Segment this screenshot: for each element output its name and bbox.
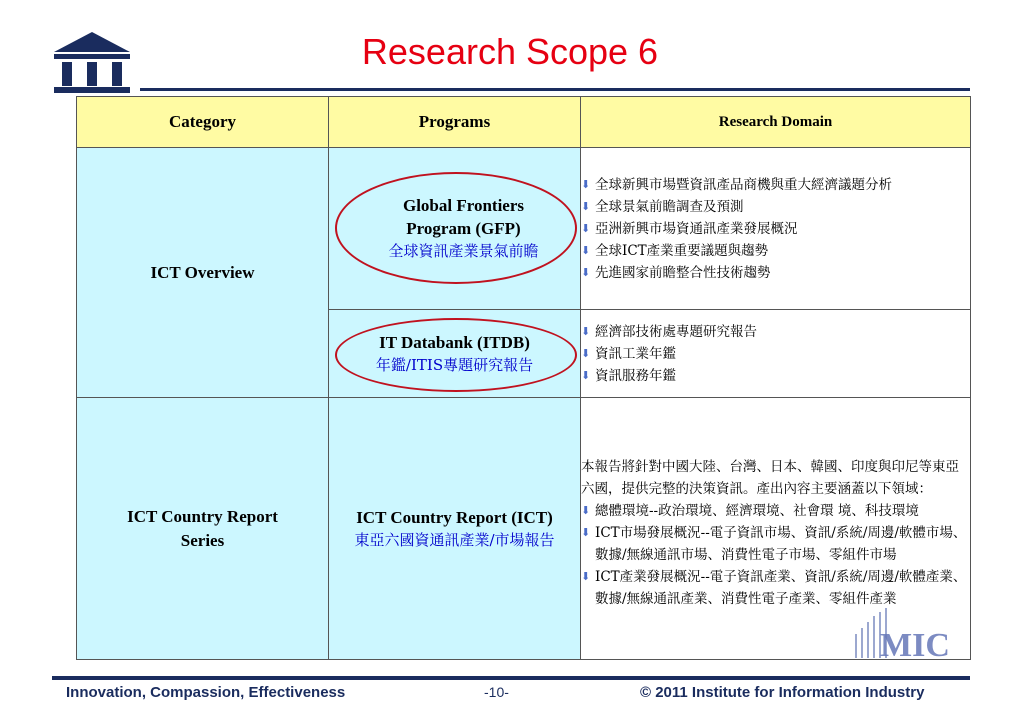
list-item: ⬇ 資訊工業年鑑 (581, 343, 970, 365)
domain-list (581, 321, 970, 387)
list-item: ⬇ ICT市場發展概況--電子資訊市場、資訊/系統/周邊/軟體市場、數據/無線通訊市場、消費性電子市場、零組件市場 (581, 522, 970, 566)
program-name-zh: 東亞六國資通訊產業/市場報告 (354, 530, 555, 549)
footer-tagline: Innovation, Compassion, Effectiveness (66, 684, 346, 701)
page-number: -10- (484, 684, 509, 700)
header-programs: Programs (329, 97, 581, 148)
list-item: ⬇ 經濟部技術處專題研究報告 (581, 321, 970, 343)
domain-intro: 本報告將針對中國大陸、台灣、日本、韓國、印度與印尼等東亞六國，提供完整的決策資訊。產出內容主要涵蓋以下領域： (581, 458, 959, 497)
category-label: ICT Country Report Series (127, 506, 278, 550)
program-name-en: IT Databank (ITDB) (379, 332, 530, 352)
header-research-domain: Research Domain (581, 97, 971, 148)
category-cell (77, 398, 329, 660)
title-divider (140, 88, 970, 91)
program-name-en: ICT Country Report (ICT) (356, 507, 553, 527)
domain-list (581, 456, 970, 610)
category-cell: ICT Overview (77, 148, 329, 398)
iii-logo (52, 32, 132, 94)
table-header-row (77, 97, 971, 148)
domain-cell (581, 310, 971, 398)
header-category: Category (77, 97, 329, 148)
program-cell (329, 398, 581, 660)
mic-logo-text: MIC (880, 627, 950, 660)
list-item: ⬇ 全球新興市場暨資訊產品商機與重大經濟議題分析 (581, 174, 970, 196)
list-item: ⬇ 資訊服務年鑑 (581, 365, 970, 387)
list-item: ⬇ ICT產業發展概況--電子資訊產業、資訊/系統/周邊/軟體產業、數據/無線通訊產業、消費性電子產業、零組件產業 (581, 566, 970, 610)
research-scope-table (76, 96, 971, 660)
program-cell (329, 148, 581, 310)
table-row (77, 398, 971, 660)
table-row (77, 148, 971, 310)
footer-divider (52, 676, 970, 680)
list-item: ⬇ 先進國家前瞻整合性技術趨勢 (581, 262, 970, 284)
program-name-zh: 全球資訊產業景氣前瞻 (388, 242, 539, 260)
domain-list (581, 174, 970, 284)
program-cell (329, 310, 581, 398)
program-name-zh: 年鑑/ITIS專題研究報告 (375, 355, 534, 374)
list-item: ⬇ 亞洲新興市場資通訊產業發展概況 (581, 218, 970, 240)
program-name-en: Global Frontiers Program (GFP) (402, 196, 525, 238)
mic-logo (852, 604, 956, 660)
domain-cell (581, 148, 971, 310)
list-item: ⬇ 全球景氣前瞻調查及預測 (581, 196, 970, 218)
list-item: ⬇ 總體環境--政治環境、經濟環境、社會環 境、科技環境 (581, 500, 970, 522)
footer-copyright: © 2011 Institute for Information Industry (640, 684, 925, 701)
list-item: ⬇ 全球ICT產業重要議題與趨勢 (581, 240, 970, 262)
slide-title: Research Scope 6 (361, 31, 659, 72)
